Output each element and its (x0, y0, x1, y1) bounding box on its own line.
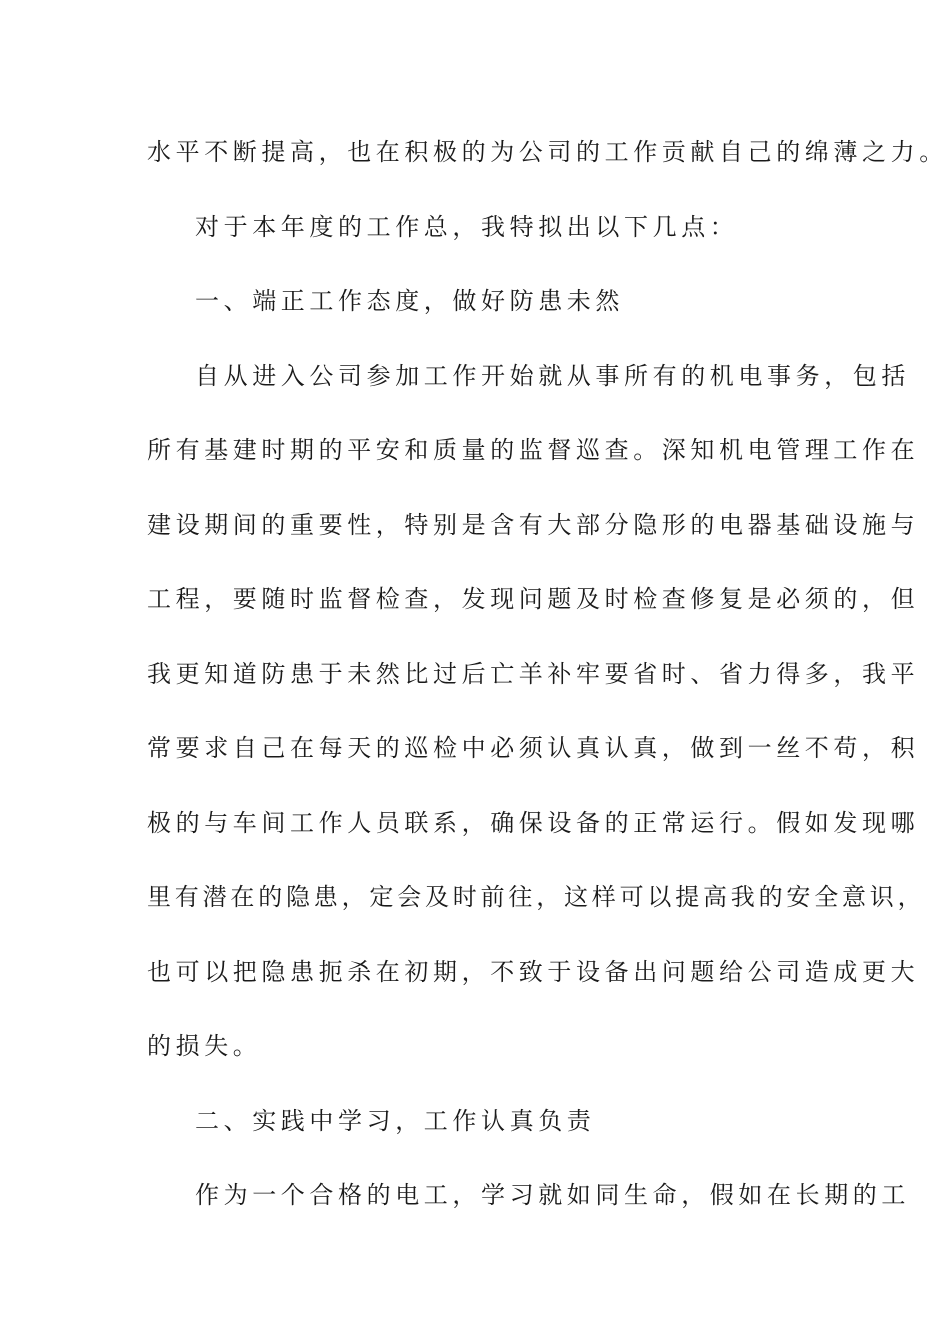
paragraph-line: 的损失。 (147, 1032, 262, 1060)
paragraph-line: 作为一个合格的电工，学习就如同生命，假如在长期的工 (195, 1181, 910, 1209)
paragraph-line: 建设期间的重要性，特别是含有大部分隐形的电器基础设施与 (147, 511, 920, 539)
paragraph-line: 所有基建时期的平安和质量的监督巡查。深知机电管理工作在 (147, 436, 920, 464)
section-heading-1: 一、端正工作态度，做好防患未然 (195, 287, 624, 315)
paragraph-line: 也可以把隐患扼杀在初期，不致于设备出问题给公司造成更大 (147, 958, 920, 986)
paragraph-line: 里有潜在的隐患，定会及时前往，这样可以提高我的安全意识， (147, 883, 926, 911)
paragraph-line: 水平不断提高，也在积极的为公司的工作贡献自己的绵薄之力。 (147, 138, 948, 166)
paragraph-line: 常要求自己在每天的巡检中必须认真认真，做到一丝不苟，积 (147, 734, 920, 762)
section-heading-2: 二、实践中学习，工作认真负责 (195, 1107, 596, 1135)
paragraph-line: 极的与车间工作人员联系，确保设备的正常运行。假如发现哪 (147, 809, 920, 837)
paragraph-line: 工程，要随时监督检查，发现问题及时检查修复是必须的，但 (147, 585, 920, 613)
paragraph-intro: 对于本年度的工作总，我特拟出以下几点： (195, 213, 739, 241)
paragraph-line: 我更知道防患于未然比过后亡羊补牢要省时、省力得多，我平 (147, 660, 920, 688)
paragraph-line: 自从进入公司参加工作开始就从事所有的机电事务，包括 (195, 362, 910, 390)
